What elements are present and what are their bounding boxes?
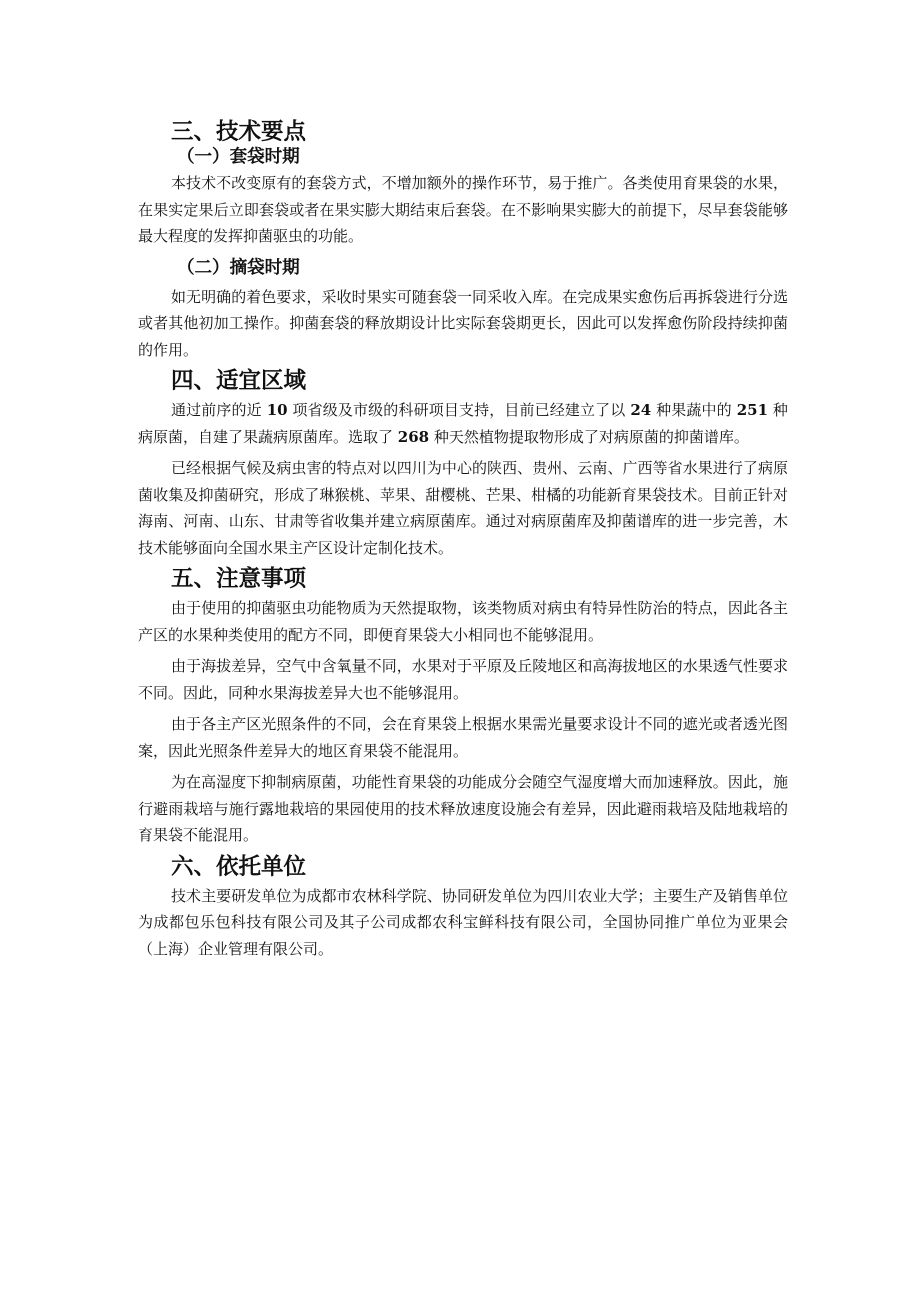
section-5-paragraph-2: 由于海拔差异，空气中含氧量不同，水果对于平原及丘陵地区和高海拔地区的水果透气性要求不同。因此，同种水果海拔差异大也不能够混用。 [138,657,788,702]
section-3-2-paragraph: 如无明确的着色要求，采收时果实可随套袋一同采收入库。在完成果实愈伤后再拆袋进行分选或者其他初加工操作。抑菌套袋的释放期设计比实际套袋期更长，因此可以发挥愈伤阶段持续抑菌的作用。 [138,287,788,359]
document-body [138,120,788,962]
number-run: 251 [736,401,769,419]
section-6-heading: 六、依托单位 [171,853,307,880]
text-run: 通过前序的近 [171,401,262,419]
section-4-heading: 四、适宜区域 [171,368,307,394]
number-run: 10 [266,401,288,419]
section-4-paragraph-1 [138,397,788,450]
section-5-paragraph-1: 由于使用的抑菌驱虫功能物质为天然提取物，该类物质对病虫有特异性防治的特点，因此各主产区的水果种类使用的配方不同，即便育果袋大小相同也不能够混用。 [138,599,788,644]
number-run: 24 [630,401,652,419]
number-run: 268 [397,427,430,446]
text-run: 种病原菌，自建了果蔬病原菌库。选取了 [138,401,788,446]
section-3-1-heading: （一）套袋时期 [177,147,300,167]
section-6-paragraph: 技术主要研发单位为成都市农林科学院、协同研发单位为四川农业大学；主要生产及销售单位为成都包乐包科技有限公司及其子公司成都农科宝鲜科技有限公司，全国协同推广单位为亚果会（上海）企业管理有限公司。 [138,886,788,958]
section-3-1-paragraph: 本技术不改变原有的套袋方式，不增加额外的操作环节，易于推广。各类使用育果袋的水果，在果实定果后立即套袋或者在果实膨大期结束后套袋。在不影响果实膨大的前提下，尽早套袋能够最大程度的发挥抑菌驱虫的功能。 [138,174,788,245]
section-5-paragraph-4: 为在高湿度下抑制病原菌，功能性育果袋的功能成分会随空气湿度增大而加速释放。因此，施行避雨栽培与施行露地栽培的果园使用的技术释放速度设施会有差异，因此避雨栽培及陆地栽培的育果袋不能混用。 [138,773,788,844]
section-5-paragraph-3: 由于各主产区光照条件的不同，会在育果袋上根据水果需光量要求设计不同的遮光或者透光图案，因此光照条件差异大的地区育果袋不能混用。 [138,715,788,760]
section-3-heading: 三、技术要点 [171,119,307,145]
section-3-2-heading: （二）摘袋时期 [177,257,300,278]
text-run: 项省级及市级的科研项目支持，目前已经建立了以 [292,401,626,419]
text-run: 种果蔬中的 [656,401,732,419]
section-5-heading: 五、注意事项 [171,566,307,592]
section-4-paragraph-2: 已经根据气候及病虫害的特点对以四川为中心的陕西、贵州、云南、广西等省水果进行了病原菌收集及抑菌研究，形成了琳猴桃、苹果、甜樱桃、芒果、柑橘的功能新育果袋技术。目前正针对海南、河南、山东、甘肃等省收集并建立病原菌库。通过对病原菌库及抑菌谱库的进一步完善，木技术能够面向全国水果主产区设计定制化技术。 [138,459,788,557]
text-run: 种天然植物提取物形成了对病原菌的抑菌谱库。 [433,427,749,446]
